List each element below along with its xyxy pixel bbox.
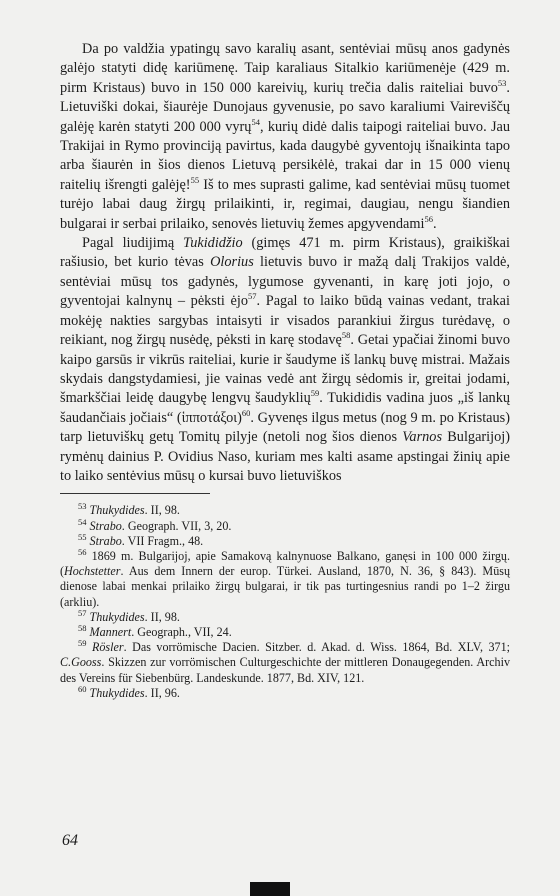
text-run: lietuvis buvo ir mažą dalį Trakijos valdė, sentėviai mūsų tos gadynės, lygumose gyvenanti, in karę joti jojo, o gyventojai kalnynų – pėksti ėjo [60, 254, 510, 310]
italic-name: Mannert [89, 624, 132, 639]
text-run: . Aus dem Innern der europ. Türkei. Ausland, 1870, N. 36, § 843). Mūsų dienose labai menkai prilaiko žirgų bulgarai, ir tik pas turtingesnius randi po 1–2 žirgu (arkliu). [60, 564, 510, 609]
footnote [60, 516, 510, 534]
footnote-ref: 58 [78, 622, 87, 633]
footnote-rule [60, 493, 210, 494]
text-run: Bulgarijoj) rymėnų dainius P. Ovidius Naso, kuriam mes kalti asame apstingai žinių apie to laiko sentėvius mūsų o kursai buvo lietuviškos [60, 429, 511, 484]
footnote-ref: 60 [241, 407, 251, 418]
text-run: . Lietuviški dokai, šiaurėje Dunojaus gyvenusie, po savo karaliumi Vaireviščų galėję karėn statyti 200 000 vyrų [60, 79, 510, 135]
text-run: . Gyvenęs ilgus metus (nog 9 m. po Kristaus) tarp lietuviškų getų Tomitų pilyje (netoli nog šios dienos [60, 409, 510, 446]
text-run: Pagal liudijimą [82, 235, 184, 252]
text-run: Iš to mes suprasti galime, kad sentėviai mūsų tuomet turėjo labai daug žirgų prilaikinti, ir, regimai, daugiau, nengu šiandien bulgarai ir serbai prilaiko, senovės lietuvių žemes apgyvendami [60, 176, 510, 232]
text-run: . Geograph., VII, 24. [131, 624, 232, 639]
text-run: . Pagal to laiko būdą vainas vedant, trakai mokėję nakties sargybas intaisyti ir visados parankiui žirgus turėdavę, o reikiant, nog žirgų nusėdę, pėksti in karę stodavę [60, 293, 510, 349]
paragraph [60, 40, 510, 234]
footnote-ref: 55 [78, 531, 87, 542]
footnote-ref: 53 [78, 501, 87, 512]
footnote-ref: 58 [341, 330, 351, 341]
footnote-ref: 55 [190, 175, 200, 186]
text-run: . Getai ypačiai žinomi buvo kaipo garsūs ir vikrūs raiteliai, kurie ir šaudyme iš lankų buvę mistrai. Mažais skydais dangstydamiesi, jie vainas vedė ant žirgų sėdomis ir, greitai jodami, šmarkščiai leidę daugybę lengvų šaudyklių [60, 332, 510, 407]
text-run: 1869 m. Bulgarijoj, apie Samakovą kalnynuose Balkano, ganęsi in 100 000 žirgų. ( [60, 548, 510, 579]
text-run: Da po valdžia ypatingų savo karalių asant, sentėviai mūsų anos gadynės galėjo statyti didę kariūmenę. Taip karaliaus Sitalkio kariūmenėje (429 m. pirm Kristaus) buvo in 150 000 kareivių, kurių trečia dalis raiteliai buvo [60, 41, 510, 96]
footnote [60, 640, 510, 686]
footnotes [60, 503, 510, 701]
italic-name: Thukydides [89, 503, 145, 518]
footnote [60, 622, 510, 640]
paragraph [60, 234, 510, 486]
footnote [60, 503, 510, 518]
text-run: (gimęs 471 m. pirm Kristaus), graikiškai rašiusio, bet kurio tėvas [60, 235, 510, 271]
footnote-ref: 57 [78, 607, 87, 618]
italic-name: Thukydides [89, 685, 145, 700]
text-run: . Skizzen zur vorrömischen Culturgeschichte der mittleren Donaugegenden. Archiv des Vereins für Siebenbürg. Landeskunde. 1877, Bd. XIV, 121. [60, 655, 510, 685]
italic-name: Strabo [89, 518, 122, 533]
footnote-ref: 56 [78, 546, 87, 557]
main-text [60, 40, 510, 486]
footnote [60, 546, 510, 610]
italic-name: Olorius [210, 254, 254, 271]
scan-edge-mark [250, 882, 290, 896]
footnote-ref: 59 [78, 638, 87, 649]
italic-name: Varnos [402, 429, 443, 446]
page-body [60, 40, 510, 701]
footnote [60, 683, 510, 701]
italic-name: C.Gooss [60, 655, 102, 670]
footnote-ref: 54 [251, 116, 260, 127]
text-run: . [432, 215, 437, 232]
footnote [60, 531, 510, 549]
text-run: . Geograph. VII, 3, 20. [121, 518, 232, 533]
text-run: . Tukididis vadina juos „iš lankų šaudančiais jočiais“ (ἱπποτάξοι) [60, 390, 510, 426]
text-run: , kurių didė dalis taipogi raiteliai buvo. Jau Trakijai in Rymo provinciją pavirtus, kada daugybė gyventojų išnaikinta tapo arba šiaurėn in šios dienos Lietuvą persikėlė, trakai dar in 15 000 vienų raitelių išrengti galėję! [60, 118, 511, 193]
text-run: . Das vorrömische Dacien. Sitzber. d. Akad. d. Wiss. 1864, Bd. XLV, 371; [123, 640, 510, 655]
italic-name: Thukydides [89, 609, 145, 624]
italic-name: Hochstetter [64, 564, 121, 579]
italic-name: Strabo [89, 533, 122, 548]
text-run: . II, 98. [144, 503, 180, 518]
text-run: . VII Fragm., 48. [121, 533, 204, 548]
text-run: . II, 96. [144, 685, 180, 700]
footnote-ref: 60 [78, 683, 87, 694]
page-number: 64 [62, 832, 78, 849]
text-run: . II, 98. [144, 609, 180, 624]
footnote [60, 607, 510, 625]
footnote-ref: 56 [424, 213, 433, 224]
italic-name: Tukididžio [183, 235, 243, 252]
footnote-ref: 59 [310, 388, 320, 399]
italic-name: Rösler [92, 640, 124, 655]
footnote-ref: 54 [78, 516, 87, 527]
footnote-ref: 53 [497, 78, 507, 89]
footnote-ref: 57 [247, 291, 257, 302]
